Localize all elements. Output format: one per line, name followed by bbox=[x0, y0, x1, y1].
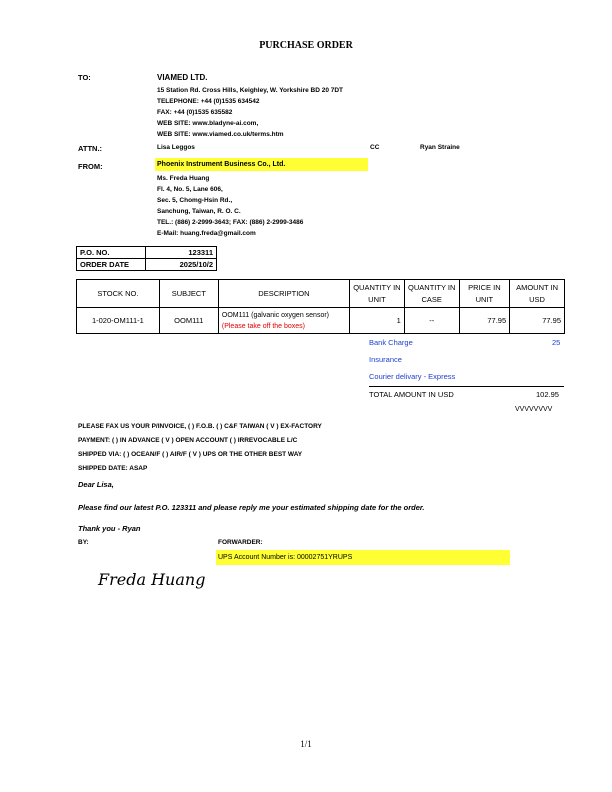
to-telephone: TELEPHONE: +44 (0)1535 634542 bbox=[157, 98, 260, 105]
po-info-table bbox=[76, 246, 217, 271]
signature: Freda Huang bbox=[98, 570, 206, 589]
cc-label: CC bbox=[370, 144, 380, 151]
greeting: Dear Lisa, bbox=[78, 480, 114, 489]
from-label: FROM: bbox=[78, 162, 103, 171]
from-line: Fl. 4, No. 5, Lane 606, bbox=[157, 186, 223, 193]
header-stock-no: STOCK NO. bbox=[77, 280, 160, 308]
cc-value: Ryan Straine bbox=[420, 144, 460, 151]
courier-label: Courier delivary - Express bbox=[369, 372, 456, 381]
bank-charge-value: 25 bbox=[552, 338, 561, 347]
thanks: Thank you - Ryan bbox=[78, 524, 141, 533]
header-qty-unit: QUANTITY IN UNIT bbox=[350, 280, 405, 308]
from-line: Ms. Freda Huang bbox=[157, 175, 210, 182]
header-subject: SUBJECT bbox=[159, 280, 218, 308]
header-amount: AMOUNT IN USD bbox=[510, 280, 565, 308]
attn-value: Lisa Leggos bbox=[157, 144, 195, 151]
order-date-label: ORDER DATE bbox=[77, 259, 146, 271]
to-company: VIAMED LTD. bbox=[157, 73, 208, 82]
to-address: 15 Station Rd. Cross Hills, Keighley, W. Yorkshire BD 20 7DT bbox=[157, 87, 344, 94]
page-number: 1/1 bbox=[300, 739, 312, 749]
terms-line: PLEASE FAX US YOUR P/INVOICE, ( ) F.O.B. ( ) C&F TAIWAN ( V ) EX-FACTORY bbox=[78, 423, 322, 430]
forwarder-label: FORWARDER: bbox=[218, 539, 263, 546]
bank-charge-label: Bank Charge bbox=[369, 338, 413, 347]
total-label: TOTAL AMOUNT IN USD bbox=[369, 390, 454, 399]
from-line: E-Mail: huang.freda@gmail.com bbox=[157, 230, 256, 237]
header-qty-case: QUANTITY IN CASE bbox=[404, 280, 459, 308]
total-divider bbox=[369, 386, 564, 387]
header-description: DESCRIPTION bbox=[218, 280, 349, 308]
by-label: BY: bbox=[78, 539, 89, 546]
row-price: 77.95 bbox=[459, 308, 510, 334]
from-line: TEL.: (886) 2-2999-3643; FAX: (886) 2-2999-3486 bbox=[157, 219, 304, 226]
insurance-label: Insurance bbox=[369, 355, 402, 364]
order-date-value: 2025/10/2 bbox=[146, 259, 217, 271]
po-number-value: 123311 bbox=[146, 247, 217, 259]
from-line: Sanchung, Taiwan, R. O. C. bbox=[157, 208, 241, 215]
terms-line: PAYMENT: ( ) IN ADVANCE ( V ) OPEN ACCOUNT ( ) IRREVOCABLE L/C bbox=[78, 437, 298, 444]
row-qty-unit: 1 bbox=[350, 308, 405, 334]
row-description-note: (Please take off the boxes) bbox=[221, 322, 306, 330]
to-fax: FAX: +44 (0)1535 635582 bbox=[157, 109, 233, 116]
header-price: PRICE IN UNIT bbox=[459, 280, 510, 308]
from-company: Phoenix Instrument Business Co., Ltd. bbox=[155, 158, 368, 171]
to-website-1: WEB SITE: www.bladyne-ai.com, bbox=[157, 120, 259, 127]
row-stock-no: 1-020-OM111-1 bbox=[77, 308, 160, 334]
from-line: Sec. 5, Chomg-Hsin Rd., bbox=[157, 197, 233, 204]
attn-label: ATTN.: bbox=[78, 144, 103, 153]
terms-line: SHIPPED VIA: ( ) OCEAN/F ( ) AIR/F ( V ) UPS OR THE OTHER BEST WAY bbox=[78, 451, 303, 458]
table-row bbox=[77, 308, 565, 334]
row-description-text: OOM111 (galvanic oxygen sensor) bbox=[221, 311, 329, 319]
forwarder-value: UPS Account Number is: 00002751YRUPS bbox=[216, 550, 510, 565]
to-website-2: WEB SITE: www.viamed.co.uk/terms.htm bbox=[157, 131, 284, 138]
items-table bbox=[76, 279, 565, 334]
row-subject: OOM111 bbox=[159, 308, 218, 334]
po-number-label: P.O. NO. bbox=[77, 247, 146, 259]
message: Please find our latest P.O. 123311 and please reply me your estimated shipping date for the order. bbox=[78, 503, 425, 512]
row-qty-case: -- bbox=[404, 308, 459, 334]
checkmarks: VVVVVVVV bbox=[515, 406, 553, 413]
page-title: PURCHASE ORDER bbox=[259, 40, 353, 51]
total-value: 102.95 bbox=[536, 390, 559, 399]
to-label: TO: bbox=[78, 73, 91, 82]
row-description bbox=[218, 308, 349, 334]
row-amount: 77.95 bbox=[510, 308, 565, 334]
terms-line: SHIPPED DATE: ASAP bbox=[78, 465, 148, 472]
